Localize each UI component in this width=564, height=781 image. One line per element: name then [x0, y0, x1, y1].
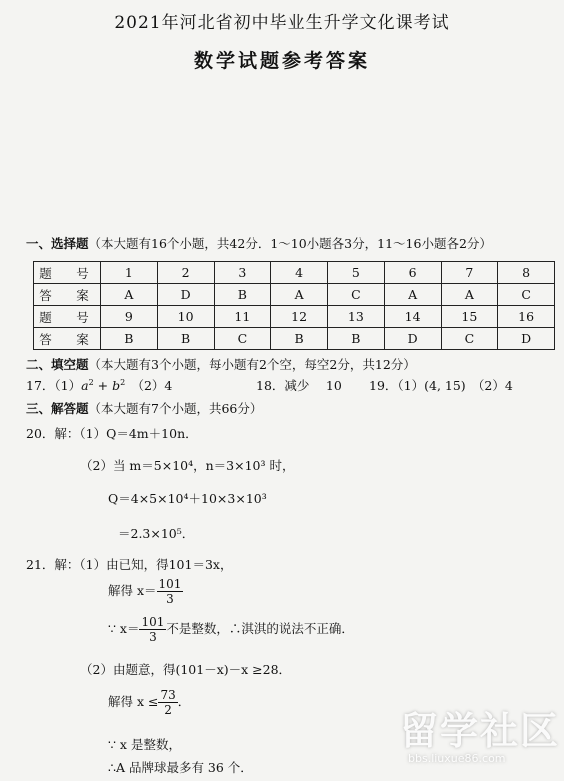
question-number: 12	[271, 306, 328, 328]
question-number: 6	[384, 262, 441, 284]
q20-line-3: Q＝4×5×10⁴＋10×3×10³	[108, 491, 267, 506]
section-1-label: 一、选择题	[26, 236, 89, 251]
fraction-numerator: 73	[160, 688, 176, 702]
fraction-numerator: 101	[158, 577, 182, 591]
fraction	[157, 577, 184, 606]
question-number: 15	[441, 306, 498, 328]
q17-var-b: b	[112, 378, 121, 393]
document-title: 2021年河北省初中毕业生升学文化课考试	[114, 13, 450, 33]
watermark	[400, 700, 560, 775]
section-3-desc: （本大题有7个小题，共66分）	[88, 401, 263, 416]
answer-cell: A	[441, 284, 498, 306]
answer-19: 19．（1）(4, 15) （2）4	[369, 378, 513, 393]
section-3-label: 三、解答题	[26, 401, 89, 416]
answer-cell: B	[271, 328, 328, 350]
section-2-label: 二、填空题	[26, 357, 89, 372]
question-number: 8	[498, 262, 555, 284]
row-label: 题 号	[34, 306, 101, 328]
answer-table	[33, 261, 555, 350]
watermark-logo: 留学社区	[400, 709, 561, 753]
answer-cell: D	[498, 328, 555, 350]
q21-line-1: 21．解：（1）由已知，得101＝3x，	[26, 557, 233, 572]
fraction	[158, 688, 177, 717]
table-row	[34, 284, 555, 306]
q17-var-a: a	[81, 378, 89, 393]
q20-line-4: ＝2.3×10⁵．	[118, 526, 195, 541]
answer-cell: D	[157, 284, 214, 306]
section-1-heading	[26, 234, 492, 252]
answer-cell: A	[384, 284, 441, 306]
question-number: 16	[498, 306, 555, 328]
table-row	[34, 262, 555, 284]
question-number: 7	[441, 262, 498, 284]
fraction-denominator: 3	[166, 592, 174, 606]
answer-cell: B	[157, 328, 214, 350]
answer-17: 17．$(1)a^2 + b^2$ （2）4	[26, 377, 173, 393]
q21-l2-prefix: 解得 x＝	[108, 583, 157, 598]
section-2-desc: （本大题有3个小题，每小题有2个空，每空2分，共12分）	[88, 357, 416, 372]
table-row	[34, 328, 555, 350]
answer-cell: B	[101, 328, 158, 350]
question-number: 2	[157, 262, 214, 284]
question-number: 3	[214, 262, 271, 284]
question-number: 13	[328, 306, 385, 328]
answer-cell: B	[328, 328, 385, 350]
q17-prefix: 17．（1）	[26, 378, 82, 393]
fraction	[139, 615, 166, 644]
row-label: 答 案	[34, 284, 101, 306]
answer-cell: C	[498, 284, 555, 306]
section-2-heading	[26, 355, 416, 373]
row-label: 答 案	[34, 328, 101, 350]
table-row	[34, 306, 555, 328]
q21-l3-suffix: 不是整数，∴淇淇的说法不正确．	[166, 621, 354, 636]
q21-line-6: ∵ x 是整数，	[108, 737, 181, 752]
question-number: 9	[101, 306, 158, 328]
question-number: 11	[214, 306, 271, 328]
q21-l3-prefix: ∵ x＝	[108, 621, 140, 636]
row-label: 题 号	[34, 262, 101, 284]
q21-line-4: （2）由题意，得(101－x)－x ≥28．	[80, 662, 292, 677]
section-1-desc: （本大题有16个小题，共42分．1～10小题各3分，11～16小题各2分）	[88, 236, 492, 251]
q20-line-1: 20．解：（1）Q＝4m＋10n．	[26, 426, 198, 441]
answer-cell: D	[384, 328, 441, 350]
fraction-numerator: 101	[141, 615, 165, 629]
watermark-url: bbs.liuxue86.com	[408, 752, 506, 765]
answer-cell: C	[214, 328, 271, 350]
question-number: 1	[101, 262, 158, 284]
answer-cell: C	[328, 284, 385, 306]
answer-cell: C	[441, 328, 498, 350]
q21-l5-prefix: 解得 x ≤	[108, 694, 159, 709]
question-number: 4	[271, 262, 328, 284]
q21-line-3	[108, 615, 354, 644]
question-number: 14	[384, 306, 441, 328]
answer-cell: A	[101, 284, 158, 306]
document-subtitle: 数学试题参考答案	[193, 50, 370, 72]
section-3-heading	[26, 399, 262, 417]
question-number: 5	[328, 262, 385, 284]
question-number: 10	[157, 306, 214, 328]
q17-part2: （2）4	[137, 378, 173, 393]
fraction-denominator: 2	[164, 703, 172, 717]
answer-18: 18．减少 10	[256, 378, 342, 393]
fraction-denominator: 3	[149, 630, 157, 644]
answer-cell: B	[214, 284, 271, 306]
q21-line-5: 解得 x ≤ $\frac{73}{2}$ ．	[108, 688, 191, 717]
q21-line-2	[108, 577, 183, 606]
q20-line-2: （2）当 m＝5×10⁴，n＝3×10³ 时，	[80, 458, 295, 473]
q21-line-7: ∴A 品牌球最多有 36 个．	[108, 760, 253, 775]
answer-cell: A	[271, 284, 328, 306]
